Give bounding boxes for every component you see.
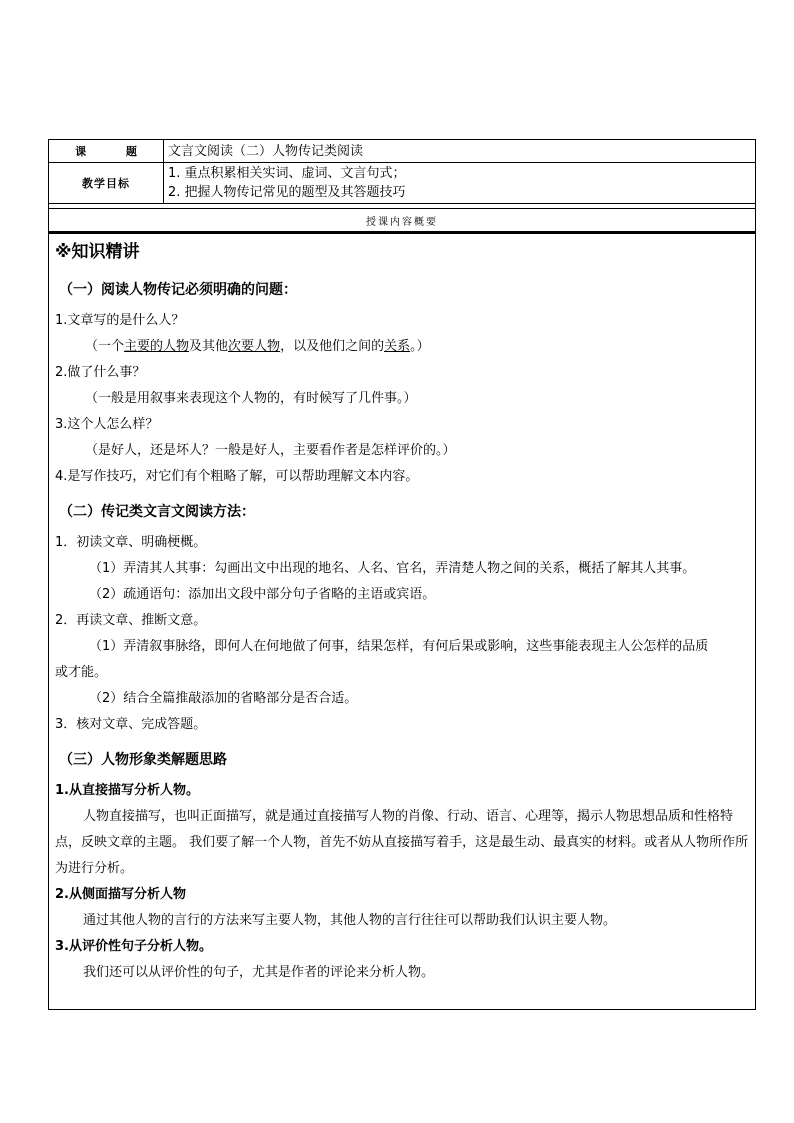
step-item: 1．初读文章、明确梗概。 [55,535,207,550]
method-body: 人物直接描写，也叫正面描写，就是通过直接描写人物的肖像、行动、语言、心理等，揭示人物思想品质和性格特点，反映文章的主题。 我们要了解一个人物，首先不妨从直接描写着手，这是最生动、最真实的材料。或者从人物所作所为进行分析。 [55,809,749,876]
summary-label: 授课内容概要 [49,209,756,232]
step-sub-item: （2）结合全篇推敲添加的省略部分是否合适。 [89,691,358,706]
section-title: （三）人物形象类解题思路 [59,752,227,768]
underlined-term: 关系 [384,339,411,354]
underlined-term: 主要的人物 [124,339,190,354]
goal-item: 1. 重点积累相关实词、虚词、文言句式； [168,166,406,181]
question-item: 3.这个人怎么样？ [55,417,159,432]
header-table [48,139,756,232]
step-sub-item: （1）弄清叙事脉络，即何人在何地做了何事，结果怎样，有何后果或影响，这些事能表现主人公怎样的品质 [89,639,709,654]
question-note: （一般是用叙事来表现这个人物的，有时候写了几件事。） [85,391,417,406]
method-body: 通过其他人物的言行的方法来写主要人物，其他人物的言行往往可以帮助我们认识主要人物。 [83,913,617,928]
question-item: 4.是写作技巧，对它们有个粗略了解，可以帮助理解文本内容。 [55,469,419,484]
step-sub-item: （2）疏通语句：添加出文段中部分句子省略的主语或宾语。 [89,587,436,602]
step-item: 2．再读文章、推断文意。 [55,613,207,628]
step-sub-item: （1）弄清其人其事：勾画出文中出现的地名、人名、官名，弄清楚人物之间的关系，概括了解其人其事。 [89,561,696,576]
method-title: 1.从直接描写分析人物。 [55,783,199,798]
method-title: 2.从侧面描写分析人物 [55,887,186,902]
topic-label: 课 题 [49,140,164,163]
content-box [48,232,756,1010]
goal-label: 教学目标 [49,163,164,204]
underlined-term: 次要人物 [228,339,281,354]
section-title: （一）阅读人物传记必须明确的问题： [59,282,297,298]
question-note: （一个主要的人物及其他次要人物，以及他们之间的关系。） [85,339,430,354]
step-sub-item-continued: 或才能。 [55,665,108,680]
method-title: 3.从评价性句子分析人物。 [55,939,212,954]
goal-list [164,163,756,204]
topic-value: 文言文阅读（二）人物传记类阅读 [164,140,756,163]
lesson-sheet [48,139,756,1010]
method-body: 我们还可以从评价性的句子，尤其是作者的评论来分析人物。 [83,965,435,980]
question-note: （是好人，还是坏人？一般是好人，主要看作者是怎样评价的。） [85,443,456,458]
step-item: 3．核对文章、完成答题。 [55,717,207,732]
main-title: ※知识精讲 [55,242,140,262]
question-item: 2.做了什么事？ [55,365,146,380]
section-title: （二）传记类文言文阅读方法： [59,504,255,520]
question-item: 1.文章写的是什么人？ [55,313,185,328]
goal-item: 2. 把握人物传记常见的题型及其答题技巧 [168,185,406,200]
